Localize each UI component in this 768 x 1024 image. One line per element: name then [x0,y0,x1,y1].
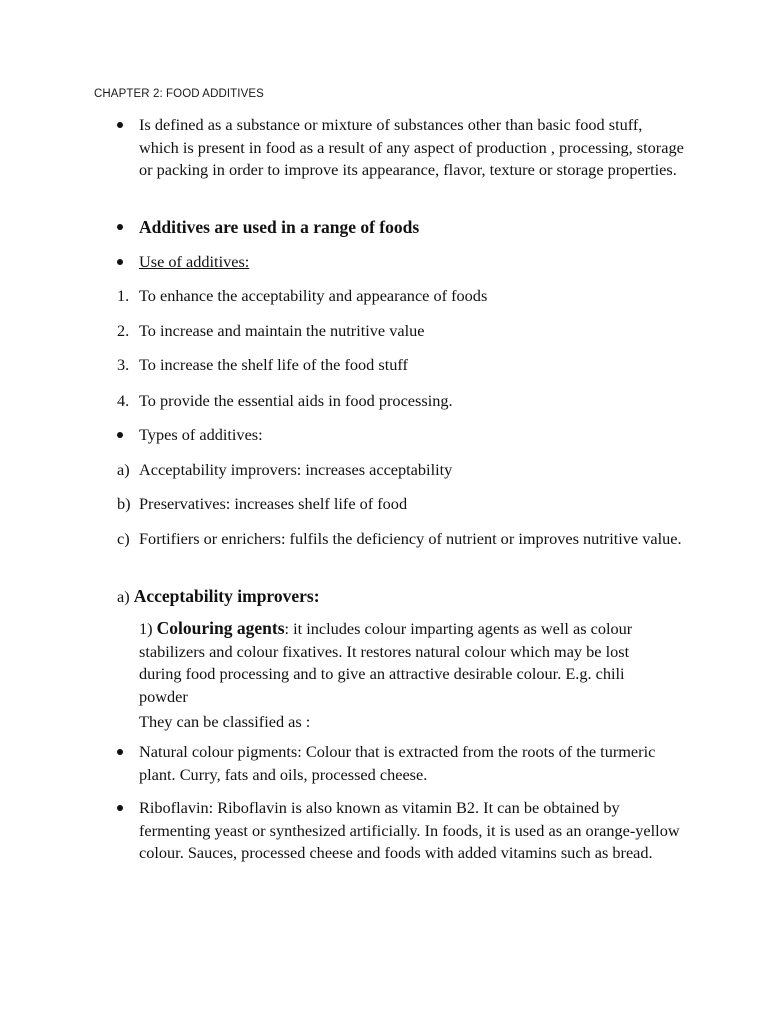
use-item [117,354,684,377]
riboflavin-text: Riboflavin: Riboflavin is also known as vitamin B2. It can be obtained by fermenting yeast or synthesized artificially. In foods, it is used as an orange-yellow colour. Sauces, processed cheese and foods with added vitamins such as bread. [139,798,680,862]
use-text: To provide the essential aids in food processing. [139,391,453,410]
range-bullet [139,216,684,240]
use-text: To increase and maintain the nutritive value [139,321,425,340]
use-number: 1. [117,286,130,305]
bullet-dot [117,749,123,755]
use-number: 4. [117,391,130,410]
type-item [117,493,684,516]
bullet-dot [117,259,123,265]
use-text: To enhance the acceptability and appearance of foods [139,286,488,305]
use-number: 2. [117,321,130,340]
natural-colour-text: Natural colour pigments: Colour that is extracted from the roots of the turmeric plant. Curry, fats and oils, processed cheese. [139,742,656,784]
bullet-dot [117,432,123,438]
section-a-heading [117,585,320,609]
natural-colour-bullet [139,741,684,786]
definition-text: Is defined as a substance or mixture of substances other than basic food stuff, which is present in food as a result of any aspect of production , processing, storage or packing in order to improve its appearance, flavor, texture or storage properties. [139,115,684,179]
colouring-text: : it includes colour imparting agents as well as colour stabilizers and colour fixatives. It restores natural colour which may be lost during food processing and to give an attractive desirable colour. E.g. chili powder [139,619,633,706]
colouring-number: 1) [139,619,153,638]
chapter-title: CHAPTER 2: FOOD ADDITIVES [94,88,264,100]
type-item [117,459,684,482]
uses-heading: Use of additives: [139,252,250,271]
types-heading: Types of additives: [139,425,263,444]
use-item [117,390,684,413]
type-letter: b) [117,494,131,513]
type-text: Preservatives: increases shelf life of food [139,494,408,513]
uses-bullet [139,251,684,274]
type-letter: a) [117,460,130,479]
type-item [117,528,684,551]
definition-bullet [139,114,684,182]
section-a-prefix: a) [117,587,130,606]
type-text: Fortifiers or enrichers: fulfils the deficiency of nutrient or improves nutritive value. [139,529,682,548]
type-text: Acceptability improvers: increases acceptability [139,460,453,479]
colouring-agents-paragraph [139,617,669,708]
section-a-title: Acceptability improvers: [133,586,320,606]
types-bullet [139,424,684,447]
classified-line: They can be classified as : [139,712,311,731]
range-heading: Additives are used in a range of foods [139,217,420,237]
use-item [117,285,684,308]
bullet-dot [117,805,123,811]
colouring-heading: Colouring agents [156,618,285,638]
riboflavin-bullet [139,797,684,865]
type-letter: c) [117,529,130,548]
use-number: 3. [117,355,130,374]
bullet-dot [117,224,123,230]
bullet-dot [117,122,123,128]
use-item [117,320,684,343]
use-text: To increase the shelf life of the food stuff [139,355,408,374]
